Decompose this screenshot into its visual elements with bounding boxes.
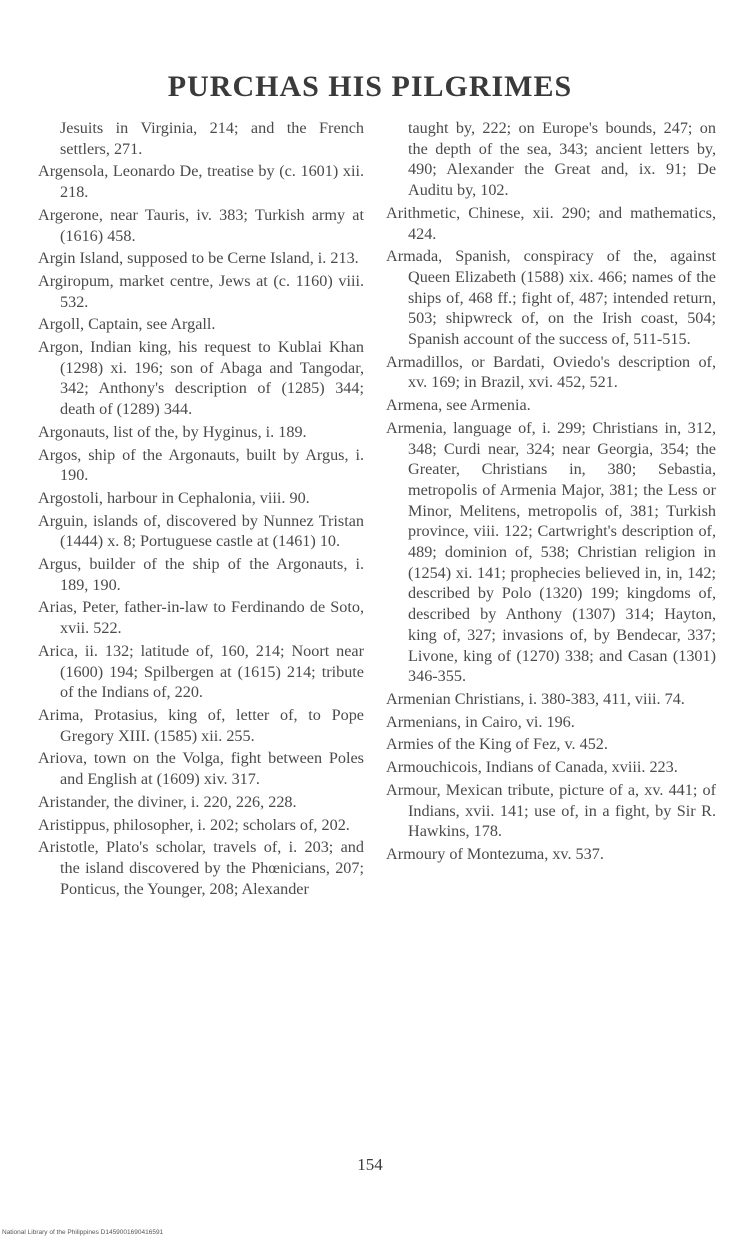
index-entry: Aristippus, philosopher, i. 202; scholars of, 202. <box>38 815 350 834</box>
index-entry: Argoll, Captain, see Argall. <box>38 315 216 334</box>
index-entry: Armada, Spanish, conspiracy of the, against Queen Elizabeth (1588) xix. 466; names of the ships of, 468 ff.; fight of, 487; intended return, 503; shipwreck of, on the Irish coast, 504; Spanish account of the success of, 511-515. <box>386 247 716 349</box>
index-entry: Armoury of Montezuma, xv. 537. <box>386 844 604 863</box>
index-entry: Ariova, town on the Volga, fight between Poles and English at (1609) xiv. 317. <box>38 749 364 789</box>
index-entry: Armour, Mexican tribute, picture of a, xv. 441; of Indians, xvii. 141; use of, in a fight, by Sir R. Hawkins, 178. <box>386 780 716 841</box>
right-column <box>386 118 716 867</box>
index-entry: Armouchicois, Indians of Canada, xviii. 223. <box>386 758 678 777</box>
index-entry: Armenia, language of, i. 299; Christians in, 312, 348; Curdi near, 324; near Georgia, 354; the Greater, Christians in, 380; Sebastia, metropolis of Armenia Major, 381; the Less or Minor, Melitens, metropolis of, 381; Turkish province, viii. 122; Cartwright's description of, 489; dominion of, 538; Christian religion in (1254) xi. 141; prophecies believed in, in, 142; described by Polo (1320) 199; kingdoms of, described by Anthony (1307) 314; Hayton, king of, 327; invasions of, by Bendecar, 337; Livone, king of (1270) 338; and Casan (1301) 346-355. <box>386 418 716 686</box>
index-entry: Arguin, islands of, discovered by Nunnez Tristan (1444) x. 8; Portuguese castle at (1461) 10. <box>38 511 364 551</box>
index-entry: Armenians, in Cairo, vi. 196. <box>386 712 575 731</box>
index-entry: Armadillos, or Bardati, Oviedo's description of, xv. 169; in Brazil, xvi. 452, 521. <box>386 352 716 392</box>
index-entry: Armies of the King of Fez, v. 452. <box>386 735 608 754</box>
index-entry: Arias, Peter, father-in-law to Ferdinando de Soto, xvii. 522. <box>38 598 364 638</box>
index-entry: taught by, 222; on Europe's bounds, 247; on the depth of the sea, 343; ancient letters by, 490; Alexander the Great and, ix. 91; De Auditu by, 102. <box>408 119 716 200</box>
index-entry: Aristotle, Plato's scholar, travels of, i. 203; and the island discovered by the Phœnicians, 207; Ponticus, the Younger, 208; Alexander <box>38 838 364 898</box>
scan-footer: National Library of the Philippines D1459001690416591 <box>2 1229 164 1236</box>
index-entry: Argiropum, market centre, Jews at (c. 1160) viii. 532. <box>38 271 364 311</box>
index-entry: Armenian Christians, i. 380-383, 411, viii. 74. <box>386 689 685 708</box>
index-entry: Argostoli, harbour in Cephalonia, viii. 90. <box>38 488 310 507</box>
index-entry: Argerone, near Tauris, iv. 383; Turkish army at (1616) 458. <box>38 205 364 245</box>
index-entry: Armena, see Armenia. <box>386 396 531 415</box>
index-entry: Aristander, the diviner, i. 220, 226, 228. <box>38 792 297 811</box>
index-entry: Argus, builder of the ship of the Argonauts, i. 189, 190. <box>38 555 364 594</box>
index-entry: Argensola, Leonardo De, treatise by (c. 1601) xii. 218. <box>38 162 364 202</box>
index-entry: Argin Island, supposed to be Cerne Island, i. 213. <box>38 249 359 268</box>
index-entry: Arica, ii. 132; latitude of, 160, 214; Noort near (1600) 194; Spilbergen at (1615) 214; tribute of the Indians of, 220. <box>38 641 364 702</box>
index-entry: Arima, Protasius, king of, letter of, to Pope Gregory XIII. (1585) xii. 255. <box>38 705 364 745</box>
page-title: PURCHAS HIS PILGRIMES <box>167 70 573 103</box>
index-entry: Arithmetic, Chinese, xii. 290; and mathematics, 424. <box>386 203 716 243</box>
page-number: 154 <box>357 1155 383 1174</box>
left-column <box>38 118 364 901</box>
index-entry: Argon, Indian king, his request to Kublai Khan (1298) xi. 196; son of Abaga and Tangodar, 342; Anthony's description of (1285) 344; death of (1289) 344. <box>38 338 364 419</box>
index-entry: Argonauts, list of the, by Hyginus, i. 189. <box>38 422 307 441</box>
index-entry: Argos, ship of the Argonauts, built by Argus, i. 190. <box>38 445 364 485</box>
index-entry: Jesuits in Virginia, 214; and the French settlers, 271. <box>60 119 364 158</box>
